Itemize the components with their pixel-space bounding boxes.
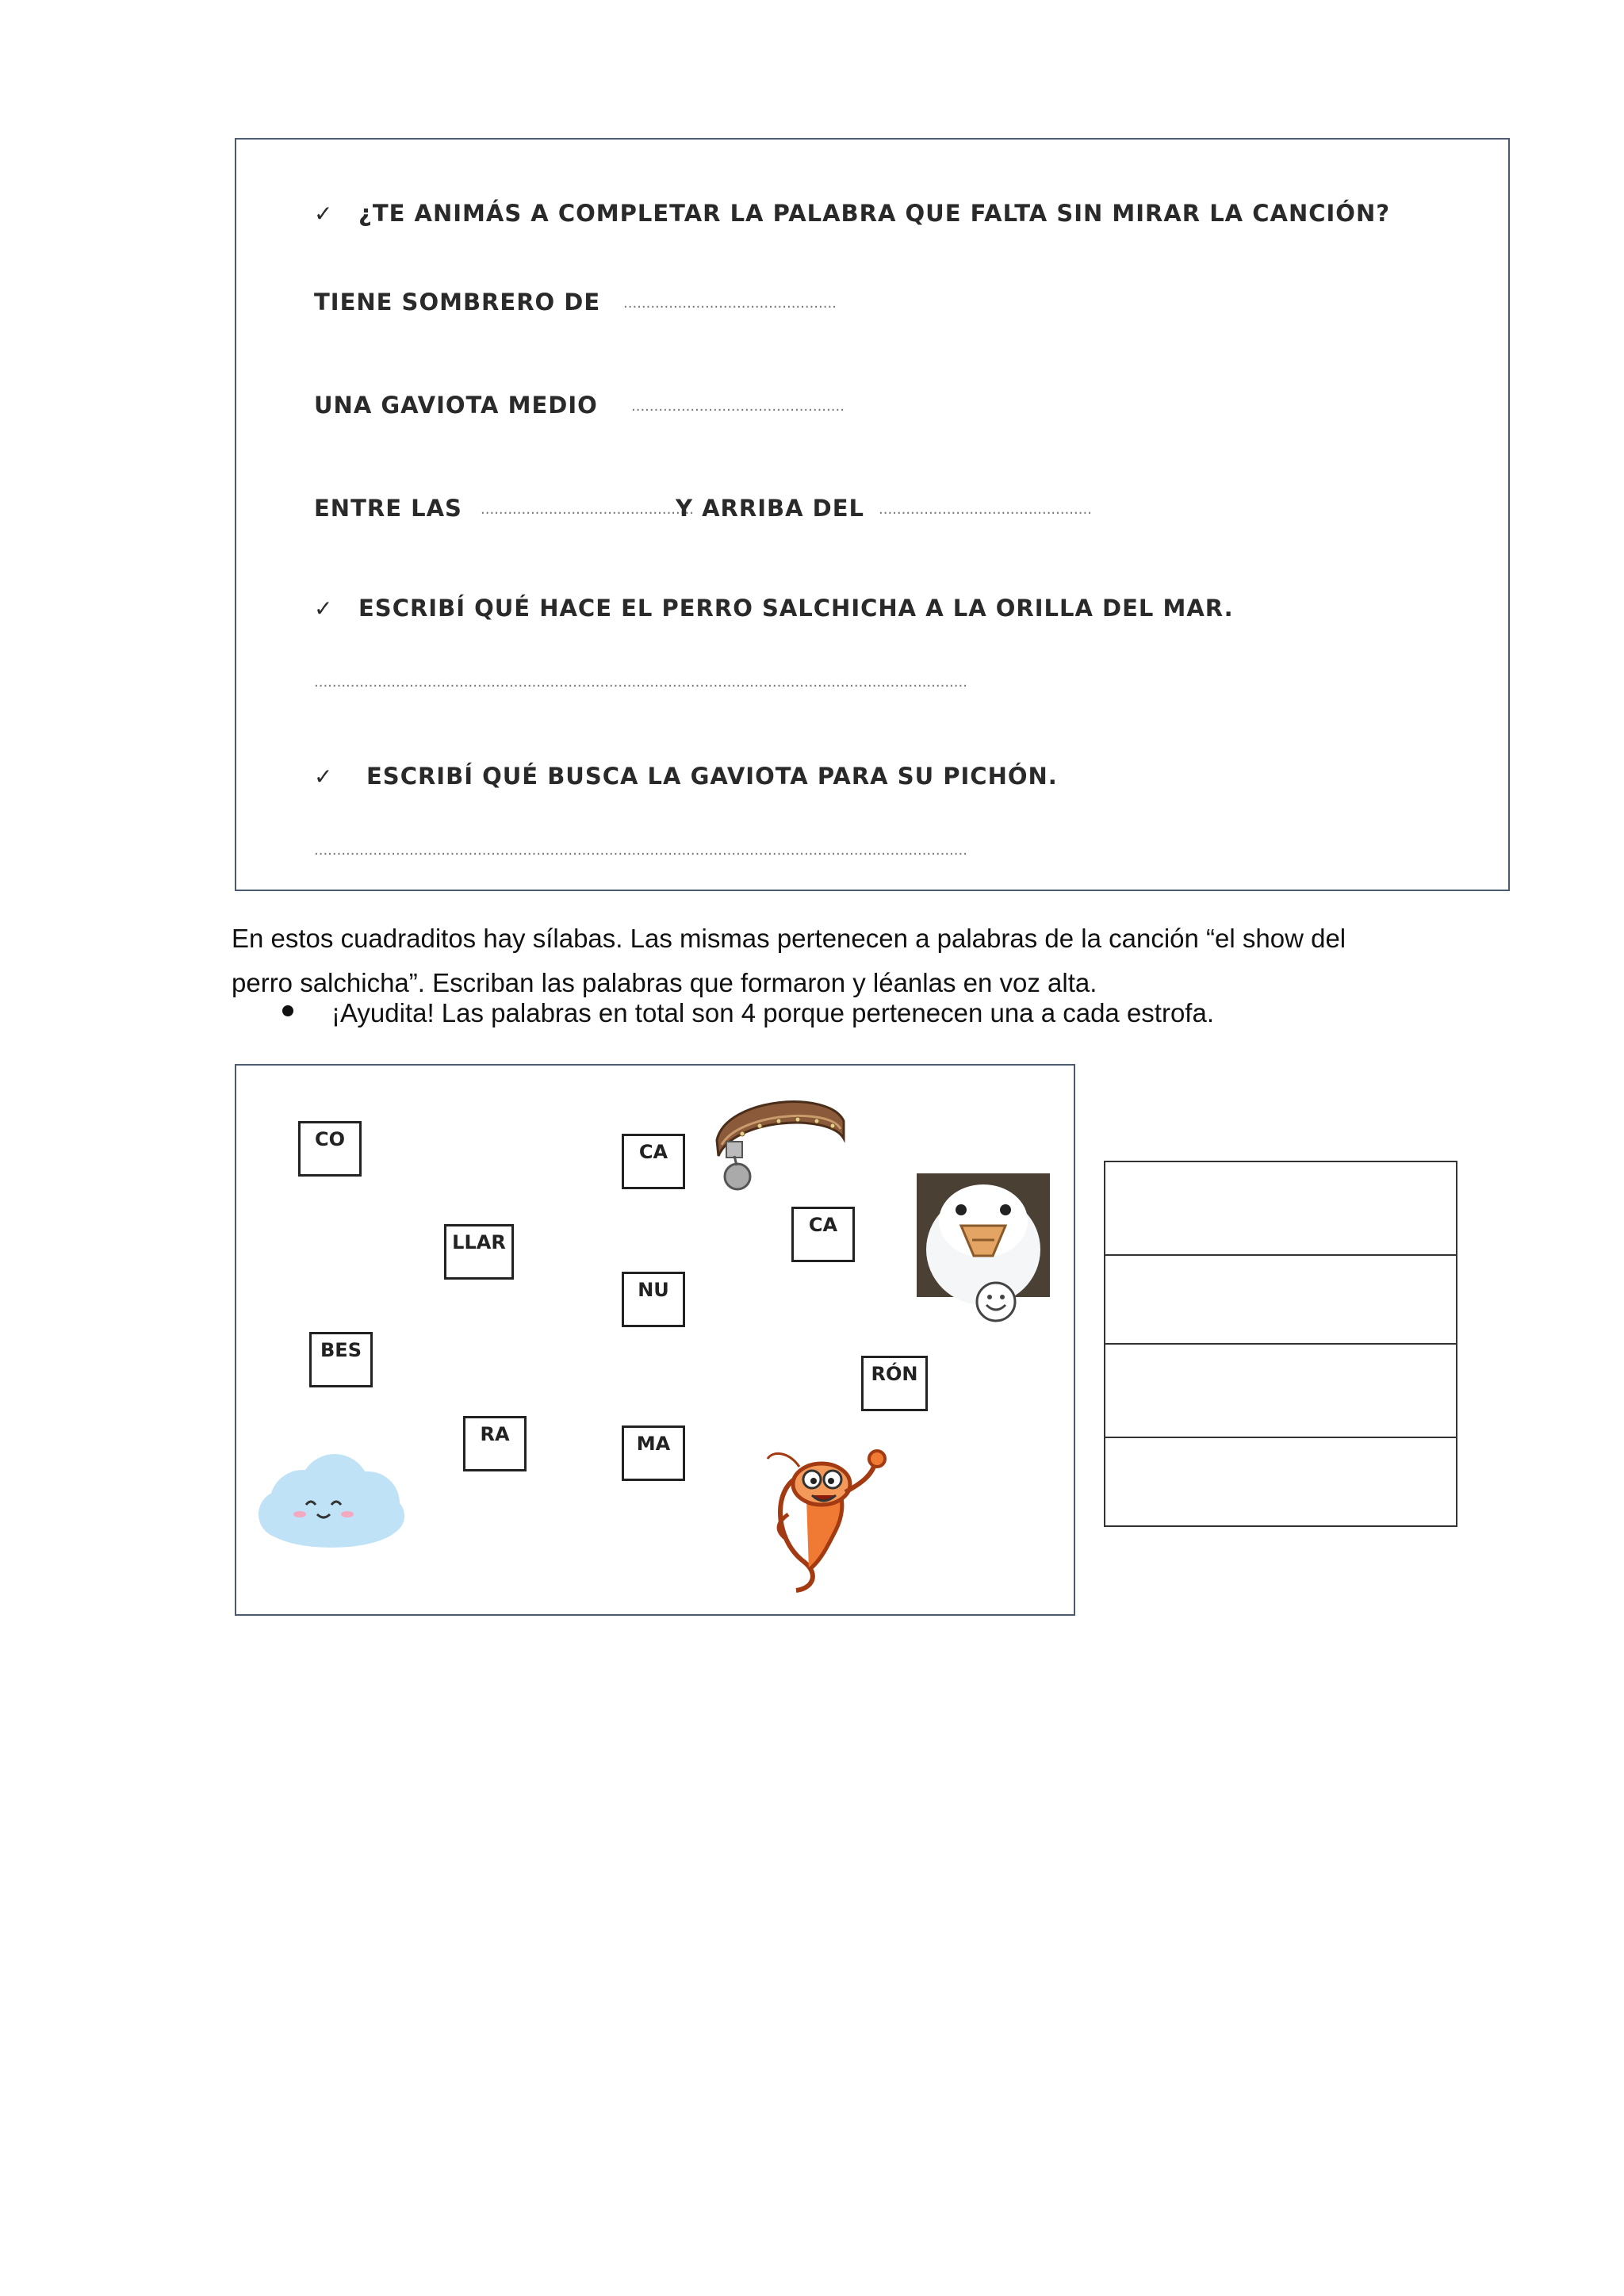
answer-row[interactable]	[1105, 1438, 1456, 1525]
blank-4[interactable]: ...............................................	[879, 501, 1092, 518]
shrimp-image	[756, 1443, 896, 1594]
check-icon: ✓	[314, 763, 334, 790]
fill-line-1: TIENE SOMBRERO DE	[314, 289, 601, 316]
syllable-card[interactable]: CA	[791, 1207, 855, 1262]
blank-2[interactable]: ...............................................	[631, 398, 845, 415]
collar-image	[710, 1089, 850, 1197]
syllable-card[interactable]: BES	[309, 1332, 373, 1387]
syllable-card[interactable]: NU	[622, 1272, 685, 1327]
blank-3[interactable]: ...............................................	[481, 501, 694, 518]
smiley-icon	[974, 1280, 1018, 1324]
fill-line-2: UNA GAVIOTA MEDIO	[314, 392, 598, 419]
check-icon: ✓	[314, 595, 334, 622]
blank-1[interactable]: ...............................................	[623, 295, 837, 312]
instructions-line-1: En estos cuadraditos hay sílabas. Las mismas pertenecen a palabras de la canción “el show del	[232, 924, 1346, 953]
syllable-card[interactable]: RA	[463, 1416, 527, 1471]
instructions-line-2: perro salchicha”. Escriban las palabras que formaron y léanlas en voz alta.	[232, 968, 1097, 997]
answers-table	[1104, 1161, 1457, 1527]
fill-line-3b: Y ARRIBA DEL	[676, 495, 864, 522]
cloud-image	[255, 1448, 406, 1552]
syllable-card[interactable]: RÓN	[861, 1356, 928, 1411]
bullet-icon	[282, 1005, 293, 1016]
question-dog-action: ✓ ESCRIBÍ QUÉ HACE EL PERRO SALCHICHA A LA ORILLA DEL MAR.	[314, 595, 1234, 622]
answer-row[interactable]	[1105, 1345, 1456, 1438]
question-complete-word: ✓ ¿TE ANIMÁS A COMPLETAR LA PALABRA QUE FALTA SIN MIRAR LA CANCIÓN?	[314, 200, 1391, 227]
hint: ¡Ayudita! Las palabras en total son 4 porque pertenecen una a cada estrofa.	[331, 998, 1214, 1027]
answer-line-seagull[interactable]: ................................................................................................................................................	[314, 842, 967, 859]
syllable-card[interactable]: MA	[622, 1425, 685, 1481]
syllable-card[interactable]: CA	[622, 1134, 685, 1189]
fill-line-3: ENTRE LAS	[314, 495, 462, 522]
answer-line-dog[interactable]: ................................................................................................................................................	[314, 674, 967, 691]
answer-row[interactable]	[1105, 1162, 1456, 1256]
syllable-card[interactable]: CO	[298, 1121, 362, 1177]
seagull-image	[917, 1173, 1050, 1297]
syllable-card[interactable]: LLAR	[444, 1224, 514, 1280]
answer-row[interactable]	[1105, 1256, 1456, 1345]
check-icon: ✓	[314, 201, 334, 227]
question-seagull: ✓ ESCRIBÍ QUÉ BUSCA LA GAVIOTA PARA SU PICHÓN.	[314, 763, 1058, 790]
